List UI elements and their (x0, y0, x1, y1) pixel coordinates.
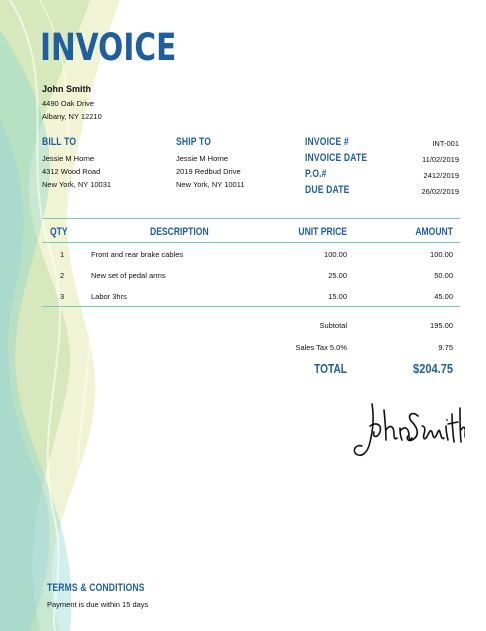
po-number-label: P.O.# (305, 168, 327, 180)
column-header-qty: QTY (50, 226, 68, 238)
column-header-amount: AMOUNT (415, 226, 453, 238)
row-amount: 45.00 (434, 292, 453, 301)
invoice-number-value: INT-001 (432, 139, 459, 148)
row-description: New set of pedal arms (91, 271, 166, 280)
subtotal-value: 195.00 (430, 321, 453, 330)
bill-to-heading: BILL TO (42, 136, 77, 148)
terms-heading: TERMS & CONDITIONS (47, 582, 145, 594)
po-number-value: 2412/2019 (423, 171, 459, 180)
sender-name: John Smith (42, 84, 91, 94)
row-amount: 100.00 (430, 250, 453, 259)
subtotal-label: Subtotal (319, 321, 347, 330)
tax-value: 9.75 (438, 343, 453, 352)
total-label: TOTAL (314, 361, 347, 376)
invoice-title: INVOICE (40, 26, 177, 69)
table-bottom-rule (42, 306, 460, 307)
row-description: Labor 3hrs (91, 292, 127, 301)
tax-label: Sales Tax 5.0% (295, 343, 347, 352)
column-header-description: DESCRIPTION (150, 226, 209, 238)
total-value: $204.75 (413, 361, 453, 376)
ship-to-address-line2: New York, NY 10011 (176, 180, 245, 189)
row-amount: 50.00 (434, 271, 453, 280)
signature (350, 396, 465, 466)
invoice-number-label: INVOICE # (305, 136, 349, 148)
row-unit-price: 100.00 (324, 250, 347, 259)
ship-to-heading: SHIP TO (176, 136, 212, 148)
row-unit-price: 25.00 (328, 271, 347, 280)
invoice-date-label: INVOICE DATE (305, 152, 368, 164)
bill-to-address-line2: New York, NY 10031 (42, 180, 112, 189)
column-header-unit-price: UNIT PRICE (298, 226, 347, 238)
row-qty: 3 (60, 292, 65, 301)
row-qty: 2 (60, 271, 65, 280)
sender-address-line2: Albany, NY 12210 (42, 112, 102, 121)
ship-to-name: Jessie M Horne (176, 154, 229, 163)
row-qty: 1 (60, 250, 65, 259)
invoice-date-value: 11/02/2019 (422, 155, 459, 164)
table-top-rule (42, 218, 460, 219)
table-header-rule (42, 242, 460, 243)
ship-to-address-line1: 2019 Redbud Drive (176, 167, 241, 176)
sender-address-line1: 4490 Oak Drive (42, 99, 95, 108)
terms-text: Payment is due within 15 days (47, 600, 149, 609)
due-date-value: 26/02/2019 (421, 187, 459, 196)
due-date-label: DUE DATE (305, 184, 350, 196)
row-unit-price: 15.00 (328, 292, 347, 301)
bill-to-name: Jessie M Horne (42, 154, 95, 163)
bill-to-address-line1: 4312 Wood Road (42, 167, 101, 176)
row-description: Front and rear brake cables (91, 250, 184, 259)
